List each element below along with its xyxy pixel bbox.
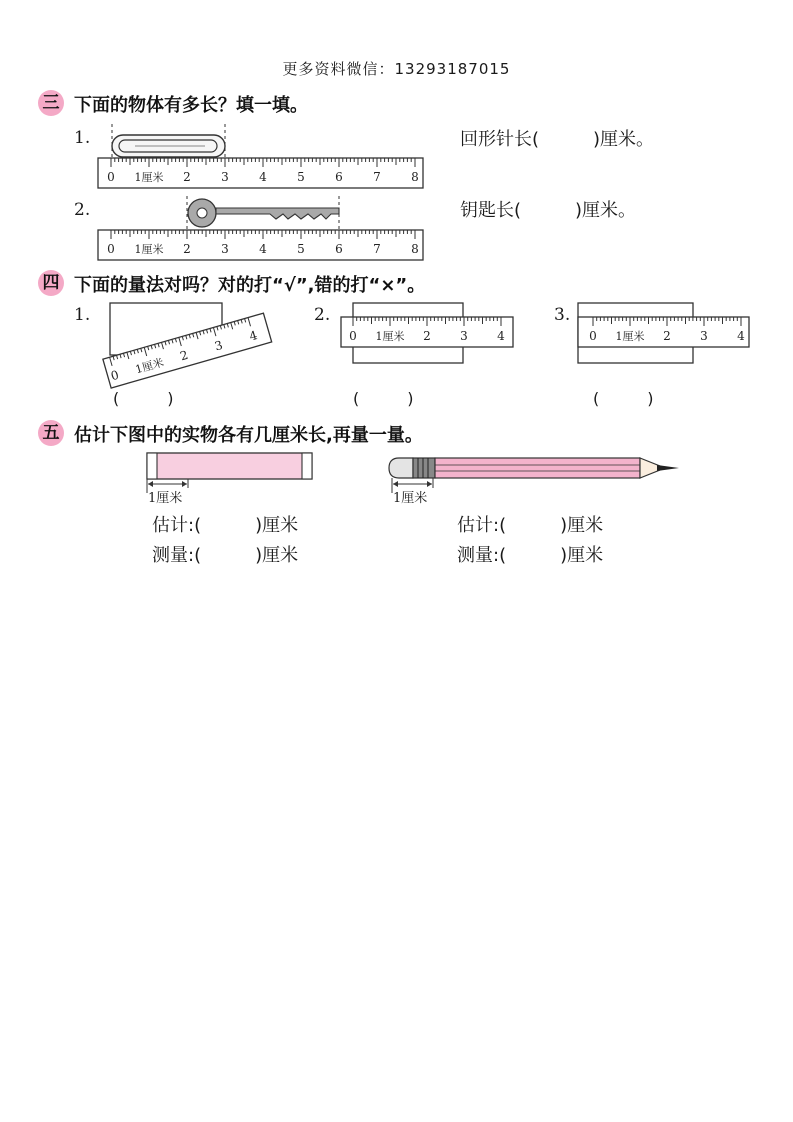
ruler-tick-label: 0 xyxy=(107,242,115,256)
ruler-tick-label: 8 xyxy=(411,170,419,184)
tilted-ruler-figure xyxy=(95,300,285,390)
ruler-tick-label: 0 xyxy=(109,367,121,384)
pencil-measure-line[interactable]: 测量:( )厘米 xyxy=(457,545,604,566)
ruler-tick-label: 2 xyxy=(663,329,671,343)
ruler-tick-label: 4 xyxy=(259,242,267,256)
ruler-tick-label: 4 xyxy=(259,170,267,184)
ruler-tick-label: 1厘米 xyxy=(134,171,164,184)
eraser-measure-line[interactable]: 测量:( )厘米 xyxy=(152,545,299,566)
ruler-tick-label: 2 xyxy=(183,242,191,256)
ruler-tick-label: 2 xyxy=(423,329,431,343)
question-number: 2. xyxy=(74,200,91,220)
ruler-tick-label: 0 xyxy=(107,170,115,184)
ruler-tick-label: 3 xyxy=(460,329,468,343)
pencil-icon xyxy=(389,458,679,478)
ruler xyxy=(341,317,513,347)
ruler-tick-label: 7 xyxy=(373,170,381,184)
eraser-estimate-line[interactable]: 估计:( )厘米 xyxy=(152,515,299,536)
ruler-tick-label: 0 xyxy=(349,329,357,343)
section-title-3: 下面的物体有多长？填一填。 xyxy=(74,95,308,116)
ruler-tick-label: 7 xyxy=(373,242,381,256)
section-title-4: 下面的量法对吗？对的打“√”,错的打“×”。 xyxy=(74,275,426,296)
question-number: 1. xyxy=(74,128,91,148)
key-icon xyxy=(188,199,339,227)
question-number: 2. xyxy=(314,305,331,325)
pencil-figure xyxy=(385,448,685,508)
ruler-misaligned-figure xyxy=(335,300,525,370)
ruler xyxy=(98,230,423,260)
answer-blank-3[interactable]: ( ) xyxy=(593,389,654,408)
ruler-tick-label: 6 xyxy=(335,170,343,184)
question-number: 3. xyxy=(554,305,571,325)
eraser-icon xyxy=(147,453,312,479)
ruler-tick-label: 5 xyxy=(297,170,305,184)
paperclip-icon xyxy=(112,135,225,157)
answer-line-paperclip[interactable]: 回形针长( )厘米。 xyxy=(460,129,655,150)
ruler-tick-label: 1厘米 xyxy=(134,243,164,256)
unit-label: 1厘米 xyxy=(393,491,428,506)
answer-line-key[interactable]: 钥匙长( )厘米。 xyxy=(460,200,637,221)
pencil-estimate-line[interactable]: 估计:( )厘米 xyxy=(457,515,604,536)
ruler-tick-label: 2 xyxy=(178,347,190,364)
ruler-tick-label: 3 xyxy=(700,329,708,343)
ruler-tick-label: 1厘米 xyxy=(615,330,645,343)
unit-label: 1厘米 xyxy=(148,491,183,506)
ruler-tick-label: 6 xyxy=(335,242,343,256)
ruler-tick-label: 1厘米 xyxy=(133,355,166,377)
ruler-tick-label: 4 xyxy=(737,329,745,343)
paperclip-ruler-figure xyxy=(95,120,425,192)
ruler-tick-label: 3 xyxy=(221,242,229,256)
key-ruler-figure xyxy=(95,192,425,264)
question-number: 1. xyxy=(74,305,91,325)
ruler-tick-label: 3 xyxy=(213,337,225,354)
ruler xyxy=(578,317,749,347)
ruler-tick-label: 3 xyxy=(221,170,229,184)
page-header: 更多资料微信：13293187015 xyxy=(282,60,511,78)
answer-blank-2[interactable]: ( ) xyxy=(353,389,414,408)
section-badge-5: 五 xyxy=(38,420,64,446)
answer-blank-1[interactable]: ( ) xyxy=(113,389,174,408)
section-title-5: 估计下图中的实物各有几厘米长,再量一量。 xyxy=(74,425,423,446)
section-badge-3: 三 xyxy=(38,90,64,116)
section-badge-4: 四 xyxy=(38,270,64,296)
ruler-aligned-figure xyxy=(575,300,765,370)
ruler-tick-label: 8 xyxy=(411,242,419,256)
ruler-tick-label: 4 xyxy=(247,328,259,344)
ruler-tick-label: 2 xyxy=(183,170,191,184)
ruler-tick-label: 1厘米 xyxy=(375,330,405,343)
ruler-tick-label: 5 xyxy=(297,242,305,256)
ruler-tick-label: 4 xyxy=(497,329,505,343)
ruler xyxy=(98,158,423,188)
ruler-tick-label: 0 xyxy=(589,329,597,343)
